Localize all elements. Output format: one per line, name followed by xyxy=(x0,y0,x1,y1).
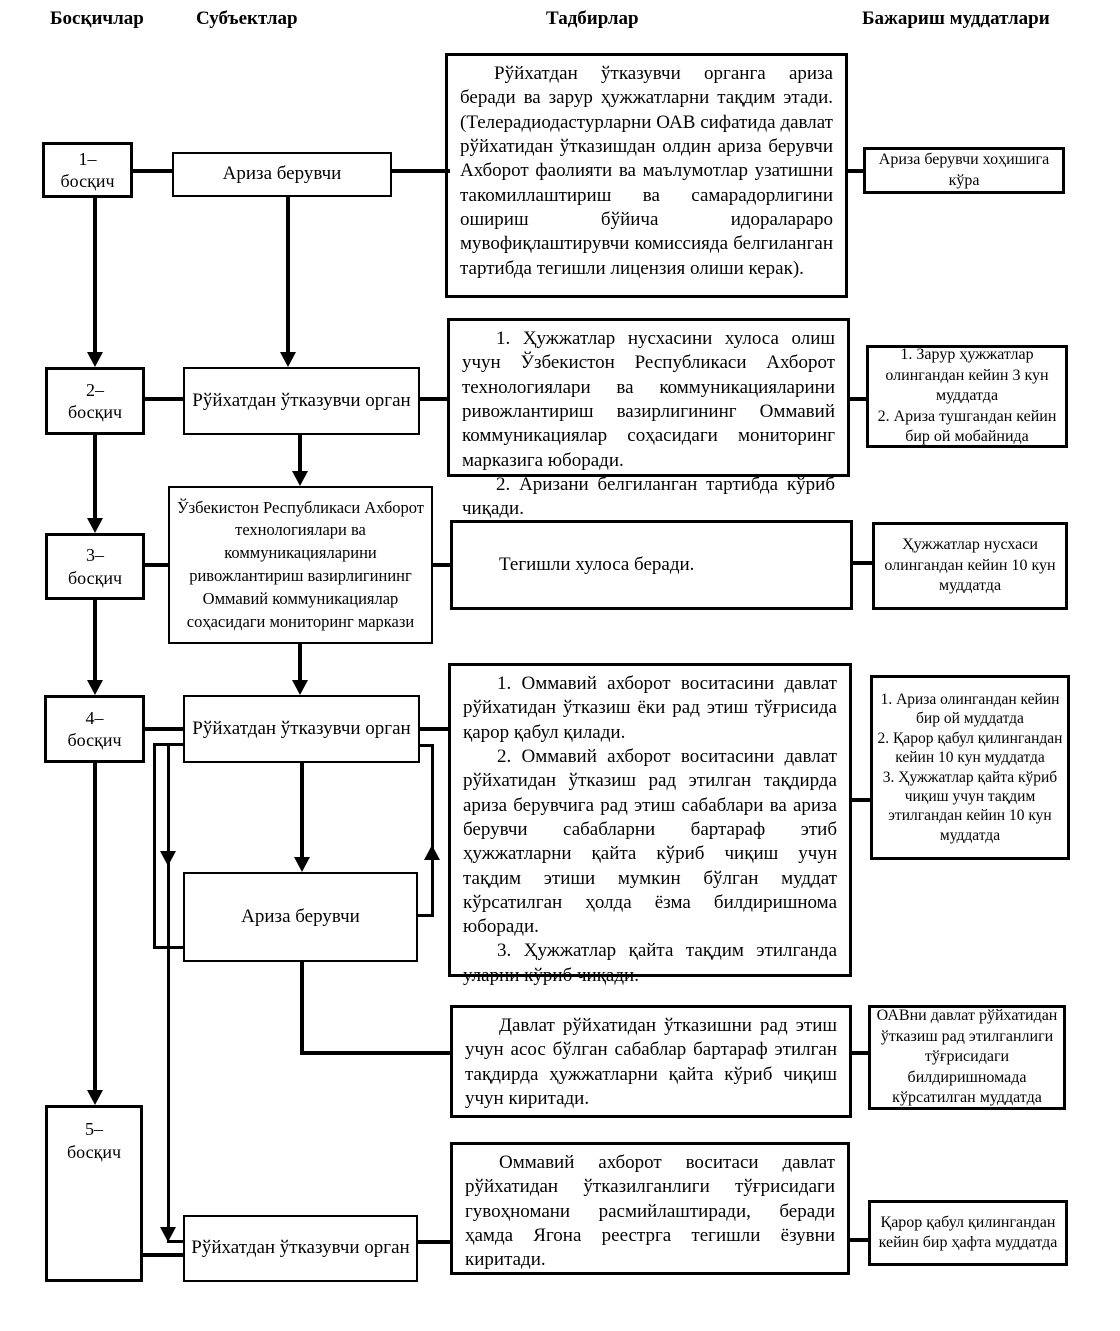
deadline-2-box xyxy=(866,345,1068,448)
subject-monitoring-center-label: Ўзбекистон Республикаси Ахборот технологиялари ва коммуникацияларини ривожлантириш вазирлигининг Оммавий коммуникациялар соҳасидаги мониторинг маркази xyxy=(176,497,425,631)
arrowhead-stage3 xyxy=(87,518,103,533)
deadline-6-box xyxy=(868,1200,1068,1266)
arrowhead-stage4 xyxy=(87,680,103,695)
subject-monitoring-center-box xyxy=(168,486,433,644)
deadline-4-text-3: 3. Ҳужжатлар қайта кўриб чиқиш учун тақдим этилгандан кейин 10 кун муддатда xyxy=(882,768,1058,844)
activity-2-text-1: 1. Ҳужжатлар нусхасини хулоса олиш учун Ўзбекистон Республикаси Ахборот технологиялари ва коммуникацияларини ривожлантириш вазирлигининг Оммавий коммуникациялар соҳасидаги мониторинг марказига юборади. xyxy=(462,328,835,471)
arrowhead-bypass-mid xyxy=(160,851,176,866)
stage-5-num: 5– xyxy=(85,1119,103,1139)
activity-1-box xyxy=(445,53,848,298)
connector-activity1-deadline1 xyxy=(846,169,864,173)
connector-activity6-deadline6 xyxy=(848,1238,869,1242)
subject-applicant-2-label: Ариза берувчи xyxy=(241,905,360,927)
stage-4-box xyxy=(44,695,145,763)
activity-2-text-2: 2. Аризани белгиланган тартибда кўриб чиқади. xyxy=(462,473,835,520)
column-header-subjects: Субъектлар xyxy=(196,8,298,29)
stage-4-num: 4– xyxy=(85,707,104,728)
connector-subject1-activity1 xyxy=(392,169,450,173)
activity-2-box xyxy=(447,318,850,520)
flow-applicant2-activity5-line xyxy=(300,1051,450,1055)
subject-registering-body-3-box xyxy=(183,1215,418,1282)
arrowhead-applicant2 xyxy=(294,857,310,872)
activity-6-text: Оммавий ахборот воситаси давлат рўйхатидан ўтказилганлиги тўғрисидаги гувоҳномани расмийлаштиради, беради ҳамда Ягона реестрга тегишли ёзувни киритади. xyxy=(465,1152,835,1271)
arrowhead-stage2 xyxy=(87,352,103,367)
connector-subject3-activity3 xyxy=(433,563,450,567)
subject-applicant-1-label: Ариза берувчи xyxy=(222,163,342,185)
connector-subject4-activity4 xyxy=(420,727,448,731)
connector-subject2-activity2 xyxy=(420,397,447,401)
flow-stage3-stage4-line xyxy=(93,600,97,682)
arrowhead-feedback-up xyxy=(424,845,440,860)
stage-1-box xyxy=(42,142,133,198)
flow-body1-center-line xyxy=(298,435,302,473)
deadline-5-text: ОАВни давлат рўйхатидан ўтказиш рад этилганлиги тўғрисидаги билдиришномада кўрсатилган муддатда xyxy=(876,1007,1058,1107)
stage-4-word: босқич xyxy=(67,730,122,750)
activity-4-text-3: 3. Ҳужжатлар қайта тақдим этилганда уларни кўриб чиқади. xyxy=(463,940,837,986)
arrowhead-body1 xyxy=(280,352,296,367)
deadline-3-text: Ҳужжатлар нусхаси олингандан кейин 10 кун муддатда xyxy=(884,536,1056,595)
bypass-to-body3-line xyxy=(167,743,170,1235)
connector-activity2-deadline2 xyxy=(848,397,867,401)
subject-registering-body-1-box xyxy=(183,367,420,435)
subject-applicant-1-box xyxy=(172,152,392,197)
stage-2-num: 2– xyxy=(86,379,104,400)
deadline-1-box xyxy=(863,147,1065,194)
deadline-3-box xyxy=(872,522,1068,610)
activity-4-text-1: 1. Оммавий ахборот воситасини давлат рўйхатидан ўтказиш ёки рад этиш тўғрисида қарор қабул қилади. xyxy=(463,673,837,743)
flow-stage1-stage2-line xyxy=(93,198,97,354)
flow-center-body2-line xyxy=(298,644,302,682)
bypass-body3-stub xyxy=(167,1240,183,1243)
activity-1-text: Рўйхатдан ўтказувчи органга ариза беради ва зарур ҳужжатларни тақдим этади. (Телерадиодастурларни ОАВ сифатида давлат рўйхатидан ўтказишдан олдин ариза берувчи Ахборот фаолияти ва маълумотлар узатишни такомиллаштириш ва самарадорлигини ошириш бўйича идоралараро мувофиқлаштирувчи комиссияда белгиланган тартибда тегишли лицензия олиши керак). xyxy=(460,63,833,279)
activity-4-box xyxy=(448,663,852,986)
stage-5-box xyxy=(45,1105,143,1282)
activity-3-text: Тегишли хулоса беради. xyxy=(499,553,695,575)
stage-3-box xyxy=(45,533,145,600)
subject-registering-body-2-box xyxy=(183,695,420,763)
deadline-4-text-1: 1. Ариза олингандан кейин бир ой муддатда xyxy=(880,691,1060,728)
connector-stage3-subject3 xyxy=(145,563,168,567)
deadline-5-box xyxy=(868,1005,1066,1110)
connector-activity4-deadline4 xyxy=(850,798,871,802)
deadline-2-text-1: 1. Зарур ҳужжатлар олингандан кейин 3 кун муддатда xyxy=(885,346,1049,405)
column-header-deadlines: Бажариш муддатлари xyxy=(862,8,1050,29)
activity-3-box xyxy=(450,520,853,610)
connector-stage1-subject1 xyxy=(133,169,172,173)
activity-5-text: Давлат рўйхатидан ўтказишни рад этиш учун асос бўлган сабаблар бартараф этилган тақдирда ҳужжатларни қайта кўриб чиқиш учун киритади. xyxy=(465,1015,837,1109)
feedback-vertical-line xyxy=(431,744,434,917)
deadline-2-text-2: 2. Ариза тушгандан кейин бир ой мобайнида xyxy=(877,407,1057,446)
flow-stage2-stage3-line xyxy=(93,435,97,519)
subject-applicant-2-box xyxy=(183,872,418,962)
column-header-stages: Босқичлар xyxy=(50,8,144,29)
connector-stage4-subject4 xyxy=(145,727,183,731)
arrowhead-stage5 xyxy=(87,1090,103,1105)
subject-registering-body-1-label: Рўйхатдан ўтказувчи орган xyxy=(192,389,411,411)
flow-body2-applicant2-line xyxy=(300,763,304,859)
stage-2-word: босқич xyxy=(67,402,123,422)
feedback-bottom-stub xyxy=(418,914,434,917)
connector-stage5-subject6 xyxy=(141,1253,183,1257)
flow-applicant1-body1-line xyxy=(286,197,290,353)
stage-3-word: босқич xyxy=(67,567,123,588)
deadline-4-text-2: 2. Қарор қабул қилингандан кейин 10 кун муддатда xyxy=(877,729,1063,767)
connector-subject6-activity6 xyxy=(418,1240,450,1244)
column-header-activities: Тадбирлар xyxy=(546,8,639,29)
subject-registering-body-2-label: Рўйхатдан ўтказувчи орган xyxy=(192,717,411,739)
stage-5-word: босқич xyxy=(66,1141,122,1162)
deadline-1-text: Ариза берувчи хоҳишига кўра xyxy=(878,151,1050,189)
connector-activity5-deadline5 xyxy=(850,1051,869,1055)
stage-1-num: 1– xyxy=(78,148,97,169)
stage-3-num: 3– xyxy=(86,545,104,565)
arrowhead-body2 xyxy=(292,680,308,695)
activity-4-text-2: 2. Оммавий ахборот воситасини давлат рўйхатидан ўтказиш рад этилган тақдирда ариза берувчига рад этиш сабаблари ва ариза берувчи сабабларни бартараф этиб ҳужжатларни қайта кўриб чиқиш учун тақдим этиши мумкин бўлган муддат кўрсатилган ҳолда ёзма билдиришнома юборади. xyxy=(463,745,837,938)
deadline-4-box xyxy=(870,675,1070,860)
arrowhead-center xyxy=(292,471,308,486)
deadline-6-text: Қарор қабул қилингандан кейин бир ҳафта муддатда xyxy=(878,1213,1058,1251)
flow-stage4-stage5-line xyxy=(93,763,97,1091)
connector-activity3-deadline3 xyxy=(851,561,873,565)
activity-5-box xyxy=(450,1005,852,1118)
activity-6-box xyxy=(450,1142,850,1275)
bypass-to-applicant2-line xyxy=(153,743,156,949)
stage-1-word: босқич xyxy=(60,171,115,191)
connector-stage2-subject2 xyxy=(145,397,183,401)
subject-registering-body-3-label: Рўйхатдан ўтказувчи орган xyxy=(191,1237,410,1259)
stage-2-box xyxy=(45,367,145,435)
flow-applicant2-down-line xyxy=(300,960,304,1055)
